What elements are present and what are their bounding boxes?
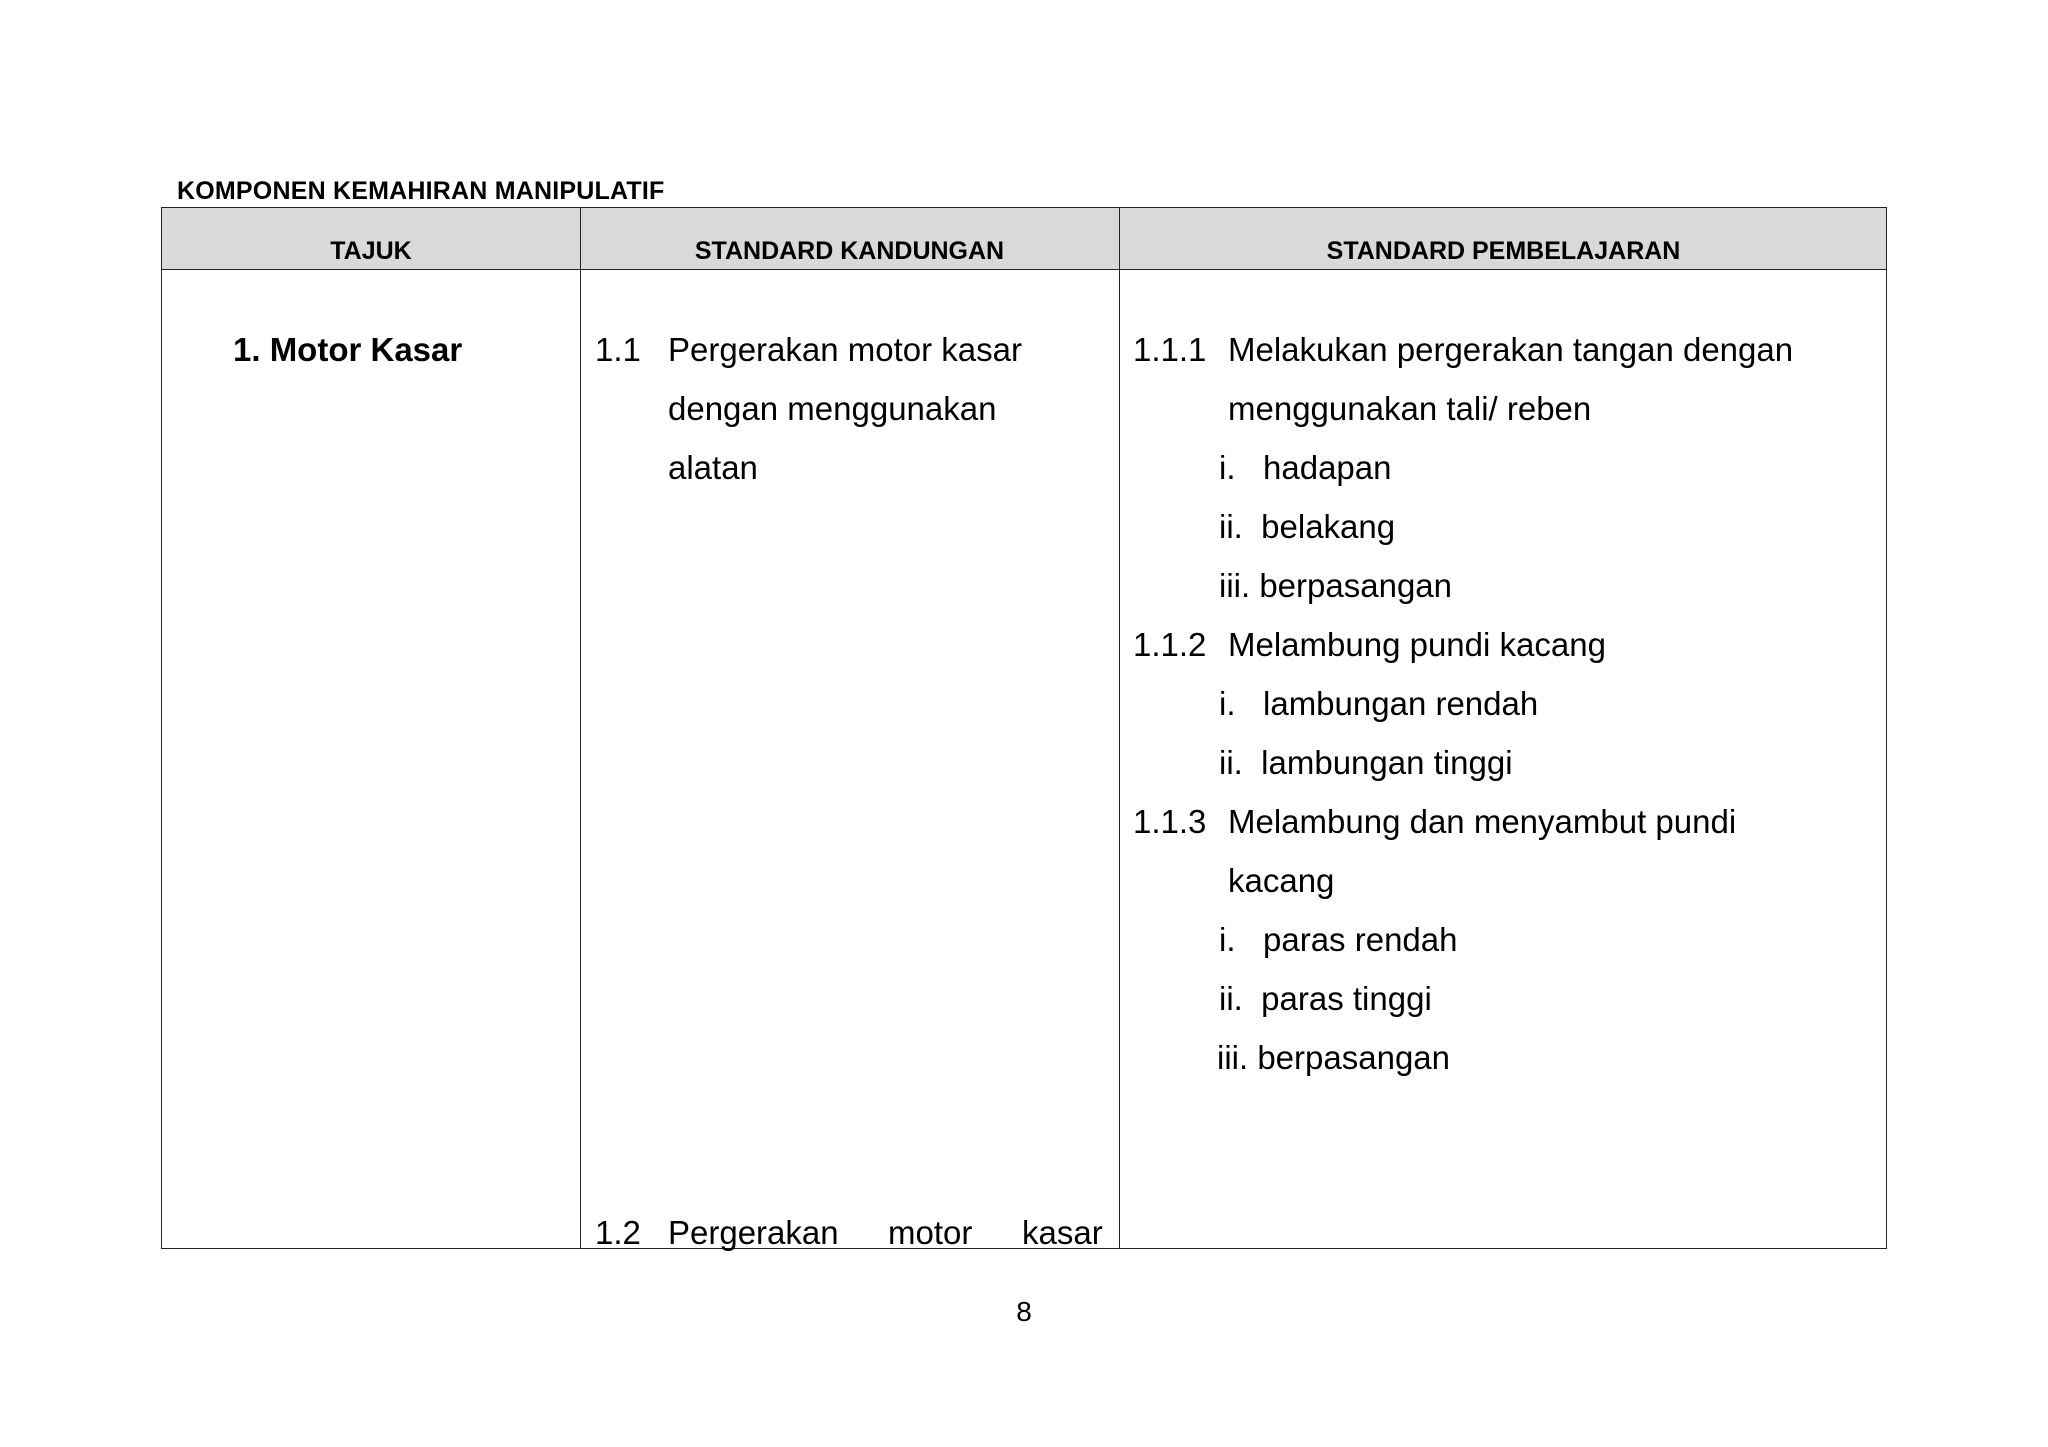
content-standard-line: motor bbox=[888, 1214, 973, 1251]
topic-title: 1. Motor Kasar bbox=[233, 331, 463, 368]
learning-standard-line: Melambung pundi kacang bbox=[1228, 626, 1606, 663]
learning-standard-item: ii. paras tinggi bbox=[1219, 980, 1432, 1017]
learning-standard-number: 1.1.2 bbox=[1133, 626, 1207, 663]
learning-standard-line: kacang bbox=[1228, 862, 1335, 899]
learning-standard-item: iii. berpasangan bbox=[1217, 1039, 1450, 1076]
header-tajuk: TAJUK bbox=[330, 237, 412, 265]
section-title: KOMPONEN KEMAHIRAN MANIPULATIF bbox=[177, 177, 665, 205]
content-standard-number: 1.2 bbox=[595, 1214, 641, 1251]
learning-standard-item: i. paras rendah bbox=[1219, 921, 1458, 958]
header-standard-kandungan: STANDARD KANDUNGAN bbox=[694, 237, 1005, 265]
learning-standard-item: i. lambungan rendah bbox=[1219, 685, 1539, 722]
page-number: 8 bbox=[1016, 1296, 1032, 1327]
content-standard-number: 1.1 bbox=[595, 331, 641, 368]
content-standard-line: alatan bbox=[668, 449, 758, 486]
learning-standard-item: iii. berpasangan bbox=[1219, 567, 1452, 604]
column-divider bbox=[580, 208, 581, 1248]
column-divider bbox=[1119, 208, 1120, 1248]
learning-standard-line: Melambung dan menyambut pundi bbox=[1228, 803, 1737, 840]
content-standard-line: Pergerakan bbox=[668, 1214, 839, 1251]
content-standard-line: Pergerakan motor kasar bbox=[668, 331, 1022, 368]
curriculum-table bbox=[161, 207, 1887, 1249]
content-standard-line: dengan menggunakan bbox=[668, 390, 997, 427]
learning-standard-number: 1.1.3 bbox=[1133, 803, 1207, 840]
learning-standard-number: 1.1.1 bbox=[1133, 331, 1207, 368]
learning-standard-item: ii. lambungan tinggi bbox=[1219, 744, 1513, 781]
learning-standard-item: ii. belakang bbox=[1219, 508, 1396, 545]
learning-standard-line: menggunakan tali/ reben bbox=[1228, 390, 1592, 427]
learning-standard-item: i. hadapan bbox=[1219, 449, 1392, 486]
learning-standard-line: Melakukan pergerakan tangan dengan bbox=[1228, 331, 1794, 368]
header-standard-pembelajaran: STANDARD PEMBELAJARAN bbox=[1326, 237, 1681, 265]
content-standard-line: kasar bbox=[1022, 1214, 1103, 1251]
